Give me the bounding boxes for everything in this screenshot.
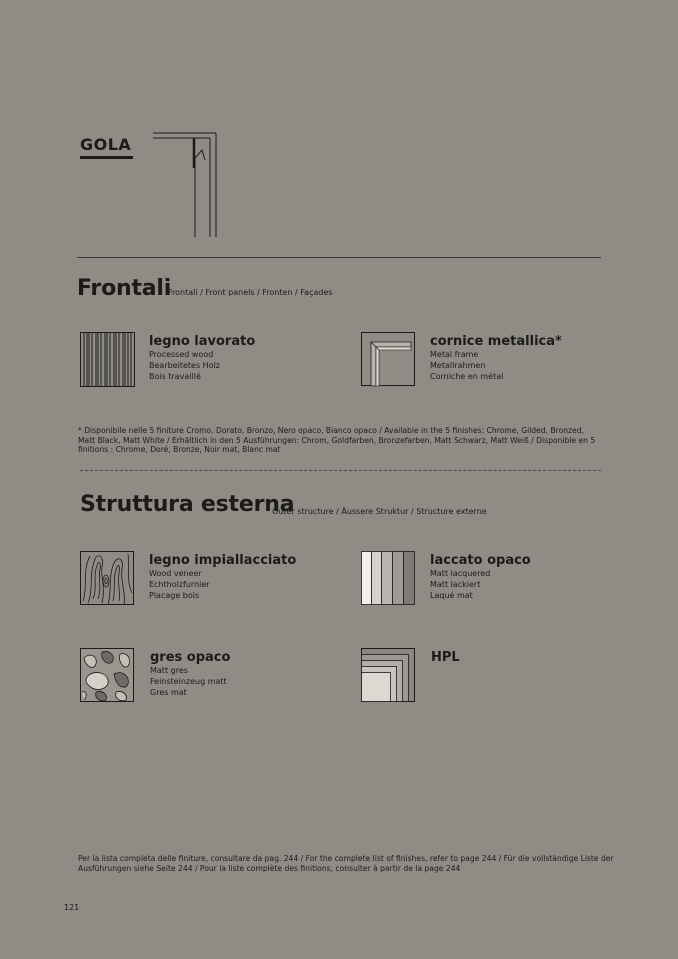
wood-grain-lines-icon [80, 332, 135, 387]
gola-underline [80, 156, 133, 159]
item-hpl [431, 651, 460, 665]
gola-title: GOLA [80, 135, 132, 154]
item-line: Metallrahmen [430, 361, 486, 370]
item-title: legno impiallacciato [149, 553, 297, 568]
item-title: HPL [431, 650, 460, 665]
item-line: Gres mat [150, 688, 187, 697]
item-legno-lavorato [149, 335, 255, 382]
hpl-layers-icon [361, 648, 416, 703]
stoneware-icon [80, 648, 135, 703]
divider-line [77, 257, 601, 258]
item-line: Matt lacquered [430, 569, 491, 578]
item-line: Echtholzfurnier [149, 580, 210, 589]
item-line: Metal frame [430, 350, 479, 359]
lacquer-swatches-icon [361, 551, 416, 606]
item-line: Feinsteinzeug matt [150, 677, 227, 686]
item-line: Processed wood [149, 350, 214, 359]
item-line: Corniche en métal [430, 372, 504, 381]
item-line: Matt gres [150, 666, 188, 675]
item-legno-impiallacciato [149, 554, 296, 601]
finishes-footnote: * Disponibile nelle 5 finiture Cromo, Dorato, Bronzo, Nero opaco, Bianco opaco / Available in the 5 finishes: Chrome, Gilded, Bronzed, Matt Black, Matt White / Erhältlich in den 5 Ausführungen: Chrom, Goldfarben, Bronzefarben, Matt Schwarz, Matt Weiß / Disponible en 5 finitions : Chrome, Doré, Bronze, Noir mat, Blanc mat [78, 426, 596, 454]
item-line: Wood veneer [149, 569, 202, 578]
dashed-divider [80, 470, 601, 471]
page-number: 121 [64, 903, 80, 912]
gola-profile-drawing [150, 130, 222, 240]
footer-note: Per la lista completa delle finiture, consultare da pag. 244 / For the complete list of finishes, refer to page 244 / Für die vollständige Liste der Ausführungen siehe Seite 244 / Pour la liste complète des finitions, consulter à partir de la page 244 [78, 854, 614, 873]
frontali-title: Frontali [77, 276, 172, 301]
item-laccato-opaco [430, 554, 531, 601]
item-title: legno lavorato [149, 334, 256, 349]
frontali-subtitle: Frontali / Front panels / Fronten / Façades [168, 288, 333, 297]
item-line: Matt lackiert [430, 580, 481, 589]
item-title: cornice metallica* [430, 334, 562, 349]
metal-frame-icon [361, 332, 416, 387]
item-cornice-metallica [430, 335, 562, 382]
item-gres-opaco [150, 651, 230, 698]
item-title: laccato opaco [430, 553, 531, 568]
item-line: Bois travaillé [149, 372, 201, 381]
struttura-subtitle: Outer structure / Äussere Struktur / Structure externe [272, 507, 487, 516]
struttura-title: Struttura esterna [80, 492, 295, 517]
item-line: Laqué mat [430, 591, 473, 600]
item-title: gres opaco [150, 650, 231, 665]
item-line: Bearbeitetes Holz [149, 361, 220, 370]
item-line: Placage bois [149, 591, 200, 600]
wood-veneer-icon [80, 551, 135, 606]
